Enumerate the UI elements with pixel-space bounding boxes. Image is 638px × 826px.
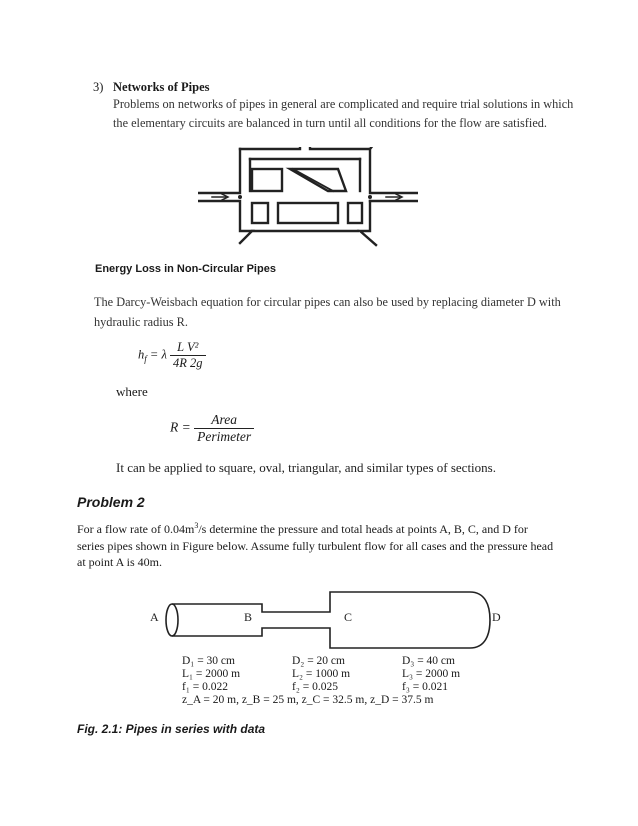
d2-value: D₂ = 20 cm [292,655,345,667]
pipe-data-row [182,655,512,668]
f1-value: f₁ = 0.022 [182,681,228,693]
r-numerator: Area [194,412,254,429]
problem-exponent: 3 [194,521,199,530]
hf-subscript: f [144,353,147,364]
section-number: 3) [93,80,104,94]
pipe-data-block [182,655,512,707]
label-d: D [492,610,501,624]
darcy-weisbach-text: The Darcy-Weisbach equation for circular pipes can also be used by replacing diameter D with hydraulic radius R. [94,295,561,329]
pipe-data-row [182,668,512,681]
hf-equals: = λ [146,347,167,362]
pipe-data-row [182,681,512,694]
l1-value: L₁ = 2000 m [182,668,241,680]
label-a: A [150,610,159,624]
f2-value: f₂ = 0.025 [292,681,338,693]
hf-denominator: 4R 2g [173,356,203,370]
problem-text-end: /s determine the pressure and total heads at points A, B, C, and D for series pipes shown in Figure below. Assume fully turbulent flow for all cases and the pressure head at point A is 40m. [77,522,554,569]
problem-statement [77,518,557,571]
pipe-network-diagram [198,147,418,247]
section-body-text: Problems on networks of pipes in general are complicated and require trial solutions in which the elementary circuits are balanced in turn until all conditions for the flow are satisfied. [113,97,574,130]
label-c: C [344,610,353,624]
where-text: where [116,384,148,399]
section-heading [93,80,210,95]
l2-value: L₂ = 1000 m [292,668,351,680]
d1-value: D₁ = 30 cm [182,655,235,667]
label-b: B [244,610,253,624]
r-denominator: Perimeter [197,429,252,444]
elevation-row: z_A = 20 m, z_B = 25 m, z_C = 32.5 m, z_D = 37.5 m [182,694,434,706]
l3-value: L₃ = 2000 m [402,668,461,680]
r-lhs: R = [170,419,195,435]
series-pipes-diagram [140,590,520,650]
d3-value: D₃ = 40 cm [402,655,455,667]
hf-lhs: h [138,347,145,362]
section-title: Networks of Pipes [113,80,210,94]
r-fraction [194,412,254,445]
hf-equation [138,340,206,371]
f3-value: f₃ = 0.021 [402,681,448,693]
problem-heading: Problem 2 [77,494,145,510]
hf-fraction [170,340,206,371]
applicability-text: It can be applied to square, oval, triangular, and similar types of sections. [116,460,496,475]
energy-loss-heading: Energy Loss in Non-Circular Pipes [95,263,276,275]
hf-numerator: L V² [170,340,206,356]
problem-text-start: For a flow rate of 0.04m [77,522,195,536]
figure-caption: Fig. 2.1: Pipes in series with data [77,722,266,736]
r-equation [170,412,254,445]
